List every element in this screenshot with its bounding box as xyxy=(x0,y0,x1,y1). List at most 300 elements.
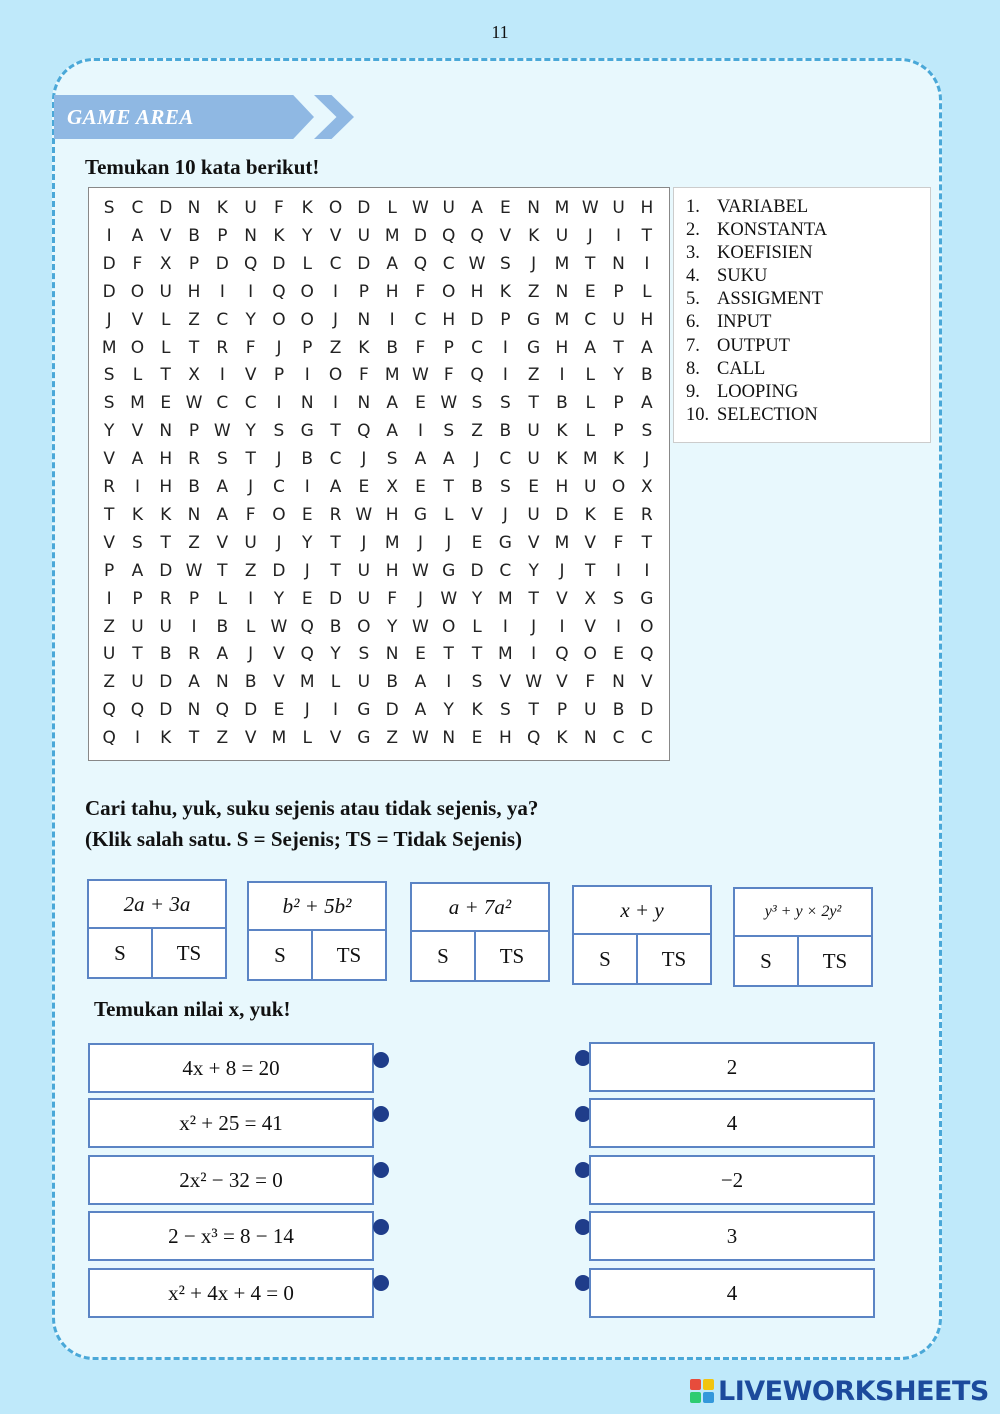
grid-letter[interactable]: Y xyxy=(302,225,313,246)
grid-letter[interactable]: T xyxy=(330,532,341,553)
grid-letter[interactable]: I xyxy=(219,281,225,302)
sejenis-option[interactable]: S xyxy=(247,929,313,981)
grid-letter[interactable]: E xyxy=(415,477,426,497)
grid-letter[interactable]: I xyxy=(248,281,254,302)
grid-letter[interactable]: C xyxy=(584,309,597,330)
grid-letter[interactable]: W xyxy=(525,672,543,693)
grid-letter[interactable]: S xyxy=(103,365,115,386)
grid-letter[interactable]: A xyxy=(216,504,229,525)
grid-letter[interactable]: E xyxy=(584,281,596,302)
grid-letter[interactable]: Y xyxy=(386,616,398,637)
grid-letter[interactable]: A xyxy=(414,449,427,470)
grid-letter[interactable]: H xyxy=(442,309,456,330)
grid-letter[interactable]: W xyxy=(355,504,373,525)
grid-letter[interactable]: X xyxy=(584,588,597,609)
grid-letter[interactable]: S xyxy=(443,421,455,442)
grid-letter[interactable]: M xyxy=(554,198,570,218)
grid-letter[interactable]: I xyxy=(644,253,650,274)
grid-letter[interactable]: V xyxy=(244,365,257,386)
grid-letter[interactable]: V xyxy=(103,532,115,553)
grid-letter[interactable]: H xyxy=(555,477,569,497)
grid-letter[interactable]: D xyxy=(470,309,484,330)
grid-letter[interactable]: N xyxy=(612,672,625,693)
equation-connector-dot[interactable] xyxy=(373,1106,389,1122)
grid-letter[interactable]: U xyxy=(159,281,172,302)
equation-connector-dot[interactable] xyxy=(373,1219,389,1235)
grid-letter[interactable]: Z xyxy=(188,532,200,553)
grid-letter[interactable]: L xyxy=(387,198,397,218)
grid-letter[interactable]: D xyxy=(102,281,116,302)
grid-letter[interactable]: M xyxy=(130,393,145,414)
grid-letter[interactable]: K xyxy=(471,700,483,721)
grid-letter[interactable]: I xyxy=(616,616,622,637)
tidak-sejenis-option[interactable]: TS xyxy=(797,935,873,987)
grid-letter[interactable]: K xyxy=(612,449,625,470)
grid-letter[interactable]: A xyxy=(584,337,597,358)
grid-letter[interactable]: E xyxy=(528,477,540,497)
grid-letter[interactable]: L xyxy=(585,421,595,442)
grid-letter[interactable]: W xyxy=(412,560,429,581)
grid-letter[interactable]: S xyxy=(613,588,624,609)
grid-letter[interactable]: Q xyxy=(413,253,428,274)
grid-letter[interactable]: R xyxy=(159,588,172,609)
grid-letter[interactable]: T xyxy=(641,225,653,246)
grid-letter[interactable]: R xyxy=(103,477,116,497)
grid-letter[interactable]: C xyxy=(442,253,455,274)
grid-letter[interactable]: T xyxy=(160,365,171,386)
grid-letter[interactable]: C xyxy=(499,560,512,581)
grid-letter[interactable]: Y xyxy=(302,532,313,553)
grid-letter[interactable]: Z xyxy=(103,616,115,637)
grid-letter[interactable]: K xyxy=(528,225,540,246)
grid-letter[interactable]: T xyxy=(217,560,228,581)
grid-letter[interactable]: R xyxy=(329,504,342,525)
grid-letter[interactable]: T xyxy=(528,700,539,721)
grid-letter[interactable]: Y xyxy=(245,421,256,442)
sejenis-option[interactable]: S xyxy=(733,935,799,987)
grid-letter[interactable]: H xyxy=(385,281,399,302)
grid-letter[interactable]: R xyxy=(640,504,653,525)
grid-letter[interactable]: I xyxy=(502,616,508,637)
grid-letter[interactable]: S xyxy=(499,477,511,497)
grid-letter[interactable]: V xyxy=(329,225,342,246)
grid-letter[interactable]: M xyxy=(554,309,570,330)
grid-letter[interactable]: N xyxy=(187,504,201,525)
grid-letter[interactable]: N xyxy=(244,225,257,246)
grid-letter[interactable]: I xyxy=(304,365,310,386)
grid-letter[interactable]: E xyxy=(499,198,511,218)
grid-letter[interactable]: U xyxy=(442,198,455,218)
grid-letter[interactable]: P xyxy=(613,421,624,442)
grid-letter[interactable]: D xyxy=(215,253,229,274)
grid-letter[interactable]: L xyxy=(585,365,595,386)
grid-letter[interactable]: E xyxy=(301,588,313,609)
grid-letter[interactable]: C xyxy=(329,253,342,274)
grid-letter[interactable]: F xyxy=(358,365,369,386)
grid-letter[interactable]: O xyxy=(272,309,286,330)
grid-letter[interactable]: D xyxy=(272,560,286,581)
grid-letter[interactable]: M xyxy=(384,365,400,386)
grid-letter[interactable]: T xyxy=(160,532,171,553)
grid-letter[interactable]: Q xyxy=(442,225,456,246)
grid-letter[interactable]: J xyxy=(474,449,480,470)
grid-letter[interactable]: T xyxy=(132,644,143,665)
grid-letter[interactable]: V xyxy=(641,672,653,693)
grid-letter[interactable]: Y xyxy=(103,421,115,442)
grid-letter[interactable]: O xyxy=(611,477,626,497)
grid-letter[interactable]: U xyxy=(527,421,540,442)
grid-letter[interactable]: T xyxy=(188,337,200,358)
grid-letter[interactable]: G xyxy=(357,700,371,721)
equation-connector-dot[interactable] xyxy=(373,1275,389,1291)
grid-letter[interactable]: Q xyxy=(640,644,654,665)
grid-letter[interactable]: H xyxy=(187,281,201,302)
grid-letter[interactable]: V xyxy=(273,672,285,693)
grid-letter[interactable]: I xyxy=(304,477,310,497)
grid-letter[interactable]: L xyxy=(642,281,652,302)
grid-letter[interactable]: B xyxy=(499,421,512,442)
grid-letter[interactable]: F xyxy=(415,281,426,302)
grid-letter[interactable]: Q xyxy=(470,225,484,246)
grid-letter[interactable]: W xyxy=(440,588,458,609)
grid-letter[interactable]: F xyxy=(613,532,624,553)
grid-letter[interactable]: H xyxy=(640,198,654,218)
grid-letter[interactable]: T xyxy=(471,644,483,665)
grid-letter[interactable]: T xyxy=(188,728,200,749)
grid-letter[interactable]: V xyxy=(556,588,568,609)
grid-letter[interactable]: U xyxy=(584,700,597,721)
grid-letter[interactable]: D xyxy=(413,225,427,246)
grid-letter[interactable]: O xyxy=(640,616,654,637)
grid-letter[interactable]: A xyxy=(471,198,483,218)
grid-letter[interactable]: J xyxy=(276,532,282,553)
grid-letter[interactable]: B xyxy=(329,616,342,637)
grid-letter[interactable]: K xyxy=(584,504,596,525)
grid-letter[interactable]: K xyxy=(131,504,144,525)
grid-letter[interactable]: S xyxy=(641,421,653,442)
grid-letter[interactable]: T xyxy=(585,253,596,274)
grid-letter[interactable]: Q xyxy=(272,281,286,302)
grid-letter[interactable]: V xyxy=(131,421,144,442)
grid-letter[interactable]: U xyxy=(159,616,172,637)
grid-letter[interactable]: I xyxy=(389,309,395,330)
grid-letter[interactable]: B xyxy=(641,365,653,386)
grid-letter[interactable]: O xyxy=(300,281,314,302)
grid-letter[interactable]: E xyxy=(358,477,370,497)
grid-letter[interactable]: D xyxy=(357,198,371,218)
grid-letter[interactable]: D xyxy=(470,560,484,581)
grid-letter[interactable]: B xyxy=(612,700,625,721)
grid-letter[interactable]: E xyxy=(471,532,483,553)
grid-letter[interactable]: T xyxy=(245,449,256,470)
grid-letter[interactable]: O xyxy=(130,281,145,302)
grid-letter[interactable]: P xyxy=(188,588,200,609)
grid-letter[interactable]: W xyxy=(468,253,486,274)
grid-letter[interactable]: I xyxy=(446,672,452,693)
grid-letter[interactable]: S xyxy=(103,393,115,414)
grid-letter[interactable]: E xyxy=(415,644,426,665)
grid-letter[interactable]: M xyxy=(101,337,117,358)
grid-letter[interactable]: J xyxy=(502,504,508,525)
grid-letter[interactable]: R xyxy=(188,644,200,665)
grid-letter[interactable]: T xyxy=(585,560,596,581)
grid-letter[interactable]: U xyxy=(612,198,625,218)
grid-letter[interactable]: U xyxy=(555,225,569,246)
grid-letter[interactable]: L xyxy=(472,616,482,637)
grid-letter[interactable]: I xyxy=(248,588,254,609)
tidak-sejenis-option[interactable]: TS xyxy=(311,929,387,981)
grid-letter[interactable]: U xyxy=(612,309,625,330)
grid-letter[interactable]: U xyxy=(357,672,371,693)
grid-letter[interactable]: M xyxy=(498,588,513,609)
grid-letter[interactable]: I xyxy=(559,365,565,386)
grid-letter[interactable]: D xyxy=(385,700,399,721)
grid-letter[interactable]: B xyxy=(159,644,172,665)
grid-letter[interactable]: D xyxy=(159,672,173,693)
grid-letter[interactable]: Z xyxy=(527,365,540,386)
grid-letter[interactable]: Q xyxy=(555,644,569,665)
grid-letter[interactable]: I xyxy=(644,560,650,581)
grid-letter[interactable]: V xyxy=(131,309,144,330)
grid-letter[interactable]: U xyxy=(527,504,540,525)
grid-letter[interactable]: J xyxy=(446,532,452,553)
grid-letter[interactable]: E xyxy=(471,728,483,749)
grid-letter[interactable]: W xyxy=(412,728,429,749)
grid-letter[interactable]: U xyxy=(131,672,144,693)
grid-letter[interactable]: M xyxy=(384,225,400,246)
grid-letter[interactable]: J xyxy=(248,477,254,497)
grid-letter[interactable]: U xyxy=(131,616,144,637)
grid-letter[interactable]: W xyxy=(185,560,203,581)
grid-letter[interactable]: L xyxy=(161,337,171,358)
grid-letter[interactable]: L xyxy=(302,253,312,274)
grid-letter[interactable]: N xyxy=(442,728,456,749)
grid-letter[interactable]: P xyxy=(358,281,369,302)
grid-letter[interactable]: S xyxy=(386,449,398,470)
grid-letter[interactable]: Q xyxy=(215,700,230,721)
grid-letter[interactable]: O xyxy=(328,365,343,386)
grid-letter[interactable]: Y xyxy=(443,700,454,721)
grid-letter[interactable]: T xyxy=(528,393,539,414)
grid-letter[interactable]: F xyxy=(443,365,454,386)
grid-letter[interactable]: E xyxy=(415,393,426,414)
grid-letter[interactable]: L xyxy=(161,309,171,330)
grid-letter[interactable]: I xyxy=(616,560,622,581)
equation-connector-dot[interactable] xyxy=(373,1162,389,1178)
grid-letter[interactable]: P xyxy=(132,588,143,609)
grid-letter[interactable]: U xyxy=(584,477,597,497)
grid-letter[interactable]: C xyxy=(244,393,257,414)
grid-letter[interactable]: S xyxy=(499,393,511,414)
grid-letter[interactable]: T xyxy=(330,421,341,442)
grid-letter[interactable]: B xyxy=(216,616,229,637)
grid-letter[interactable]: J xyxy=(531,253,537,274)
grid-letter[interactable]: W xyxy=(412,616,429,637)
grid-letter[interactable]: D xyxy=(272,253,286,274)
word-search-grid[interactable] xyxy=(88,187,670,761)
grid-letter[interactable]: S xyxy=(132,532,143,553)
grid-letter[interactable]: O xyxy=(328,198,343,218)
grid-letter[interactable]: N xyxy=(215,672,229,693)
grid-letter[interactable]: O xyxy=(583,644,597,665)
equation-connector-dot[interactable] xyxy=(373,1052,389,1068)
grid-letter[interactable]: A xyxy=(641,393,653,414)
grid-letter[interactable]: U xyxy=(244,198,257,218)
grid-letter[interactable]: Y xyxy=(613,365,624,386)
grid-letter[interactable]: I xyxy=(531,644,537,665)
grid-letter[interactable]: P xyxy=(273,365,285,386)
grid-letter[interactable]: Z xyxy=(329,337,342,358)
grid-letter[interactable]: L xyxy=(444,504,454,525)
grid-letter[interactable]: U xyxy=(357,560,371,581)
grid-letter[interactable]: K xyxy=(216,198,228,218)
grid-letter[interactable]: K xyxy=(499,281,511,302)
grid-letter[interactable]: X xyxy=(159,253,172,274)
grid-letter[interactable]: I xyxy=(333,700,339,721)
tidak-sejenis-option[interactable]: TS xyxy=(636,933,712,985)
grid-letter[interactable]: N xyxy=(159,421,173,442)
grid-letter[interactable]: G xyxy=(527,309,541,330)
grid-letter[interactable]: Z xyxy=(103,672,115,693)
grid-letter[interactable]: F xyxy=(245,337,256,358)
grid-letter[interactable]: C xyxy=(414,309,427,330)
grid-letter[interactable]: I xyxy=(276,393,282,414)
grid-letter[interactable]: D xyxy=(640,700,654,721)
grid-letter[interactable]: P xyxy=(613,281,624,302)
grid-letter[interactable]: I xyxy=(219,365,225,386)
grid-letter[interactable]: G xyxy=(442,560,456,581)
grid-letter[interactable]: I xyxy=(616,225,622,246)
grid-letter[interactable]: T xyxy=(330,560,341,581)
grid-letter[interactable]: S xyxy=(358,644,370,665)
grid-letter[interactable]: O xyxy=(130,337,145,358)
grid-letter[interactable]: G xyxy=(300,421,314,442)
grid-letter[interactable]: J xyxy=(417,532,423,553)
grid-letter[interactable]: K xyxy=(556,421,568,442)
grid-letter[interactable]: I xyxy=(134,477,140,497)
grid-letter[interactable]: B xyxy=(188,477,200,497)
grid-letter[interactable]: P xyxy=(556,700,568,721)
sejenis-option[interactable]: S xyxy=(572,933,638,985)
grid-letter[interactable]: C xyxy=(131,198,144,218)
grid-letter[interactable]: O xyxy=(272,504,286,525)
grid-letter[interactable]: V xyxy=(273,644,285,665)
grid-letter[interactable]: A xyxy=(414,672,427,693)
grid-letter[interactable]: O xyxy=(357,616,371,637)
grid-letter[interactable]: M xyxy=(554,532,570,553)
grid-letter[interactable]: N xyxy=(583,728,597,749)
grid-letter[interactable]: P xyxy=(104,560,115,581)
tidak-sejenis-option[interactable]: TS xyxy=(474,930,550,982)
grid-letter[interactable]: A xyxy=(216,477,229,497)
grid-letter[interactable]: J xyxy=(304,700,310,721)
grid-letter[interactable]: D xyxy=(244,700,258,721)
grid-letter[interactable]: Z xyxy=(386,728,398,749)
grid-letter[interactable]: J xyxy=(361,449,367,470)
grid-letter[interactable]: E xyxy=(273,700,285,721)
sejenis-option[interactable]: S xyxy=(87,927,153,979)
grid-letter[interactable]: A xyxy=(386,253,398,274)
grid-letter[interactable]: H xyxy=(159,449,173,470)
grid-letter[interactable]: F xyxy=(274,198,284,218)
grid-letter[interactable]: Q xyxy=(300,644,314,665)
grid-letter[interactable]: R xyxy=(216,337,229,358)
grid-letter[interactable]: D xyxy=(555,504,569,525)
grid-letter[interactable]: O xyxy=(442,281,456,302)
grid-letter[interactable]: M xyxy=(384,532,400,553)
grid-letter[interactable]: Y xyxy=(330,644,341,665)
grid-letter[interactable]: K xyxy=(358,337,370,358)
grid-letter[interactable]: K xyxy=(160,504,172,525)
grid-letter[interactable]: N xyxy=(187,198,201,218)
grid-letter[interactable]: Z xyxy=(527,281,540,302)
grid-letter[interactable]: W xyxy=(270,616,288,637)
grid-letter[interactable]: I xyxy=(106,225,112,246)
grid-letter[interactable]: W xyxy=(581,198,599,218)
grid-letter[interactable]: M xyxy=(498,644,513,665)
grid-letter[interactable]: N xyxy=(527,198,540,218)
grid-letter[interactable]: A xyxy=(131,449,144,470)
grid-letter[interactable]: C xyxy=(216,393,229,414)
grid-letter[interactable]: T xyxy=(528,588,539,609)
grid-letter[interactable]: A xyxy=(442,449,455,470)
grid-letter[interactable]: P xyxy=(500,309,511,330)
grid-letter[interactable]: Q xyxy=(526,728,541,749)
grid-letter[interactable]: A xyxy=(414,700,427,721)
grid-letter[interactable]: X xyxy=(188,365,200,386)
grid-letter[interactable]: T xyxy=(613,337,624,358)
grid-letter[interactable]: A xyxy=(386,421,398,442)
grid-letter[interactable]: W xyxy=(412,365,429,386)
grid-letter[interactable]: J xyxy=(106,309,112,330)
grid-letter[interactable]: D xyxy=(102,253,116,274)
grid-letter[interactable]: N xyxy=(187,700,201,721)
grid-letter[interactable]: V xyxy=(499,225,512,246)
grid-letter[interactable]: K xyxy=(556,449,568,470)
grid-letter[interactable]: W xyxy=(440,393,458,414)
grid-letter[interactable]: Q xyxy=(470,365,484,386)
grid-letter[interactable]: L xyxy=(302,728,312,749)
grid-letter[interactable]: I xyxy=(333,281,339,302)
grid-letter[interactable]: O xyxy=(442,616,456,637)
grid-letter[interactable]: E xyxy=(160,393,172,414)
grid-letter[interactable]: Q xyxy=(300,616,314,637)
grid-letter[interactable]: L xyxy=(217,588,228,609)
grid-letter[interactable]: Z xyxy=(244,560,257,581)
grid-letter[interactable]: V xyxy=(527,532,540,553)
grid-letter[interactable]: I xyxy=(191,616,197,637)
grid-letter[interactable]: I xyxy=(106,588,112,609)
grid-letter[interactable]: Q xyxy=(243,253,258,274)
grid-letter[interactable]: V xyxy=(584,532,597,553)
grid-letter[interactable]: J xyxy=(417,588,423,609)
grid-letter[interactable]: C xyxy=(273,477,285,497)
grid-letter[interactable]: Y xyxy=(245,309,256,330)
grid-letter[interactable]: J xyxy=(276,337,282,358)
grid-letter[interactable]: J xyxy=(248,644,254,665)
grid-letter[interactable]: H xyxy=(498,728,512,749)
grid-letter[interactable]: Z xyxy=(188,309,200,330)
grid-letter[interactable]: P xyxy=(613,393,624,414)
grid-letter[interactable]: J xyxy=(361,532,367,553)
grid-letter[interactable]: D xyxy=(159,700,173,721)
grid-letter[interactable]: B xyxy=(556,393,568,414)
grid-letter[interactable]: B xyxy=(188,225,200,246)
grid-letter[interactable]: Q xyxy=(130,700,145,721)
grid-letter[interactable]: N xyxy=(357,309,371,330)
grid-letter[interactable]: K xyxy=(273,225,285,246)
grid-letter[interactable]: S xyxy=(499,700,511,721)
